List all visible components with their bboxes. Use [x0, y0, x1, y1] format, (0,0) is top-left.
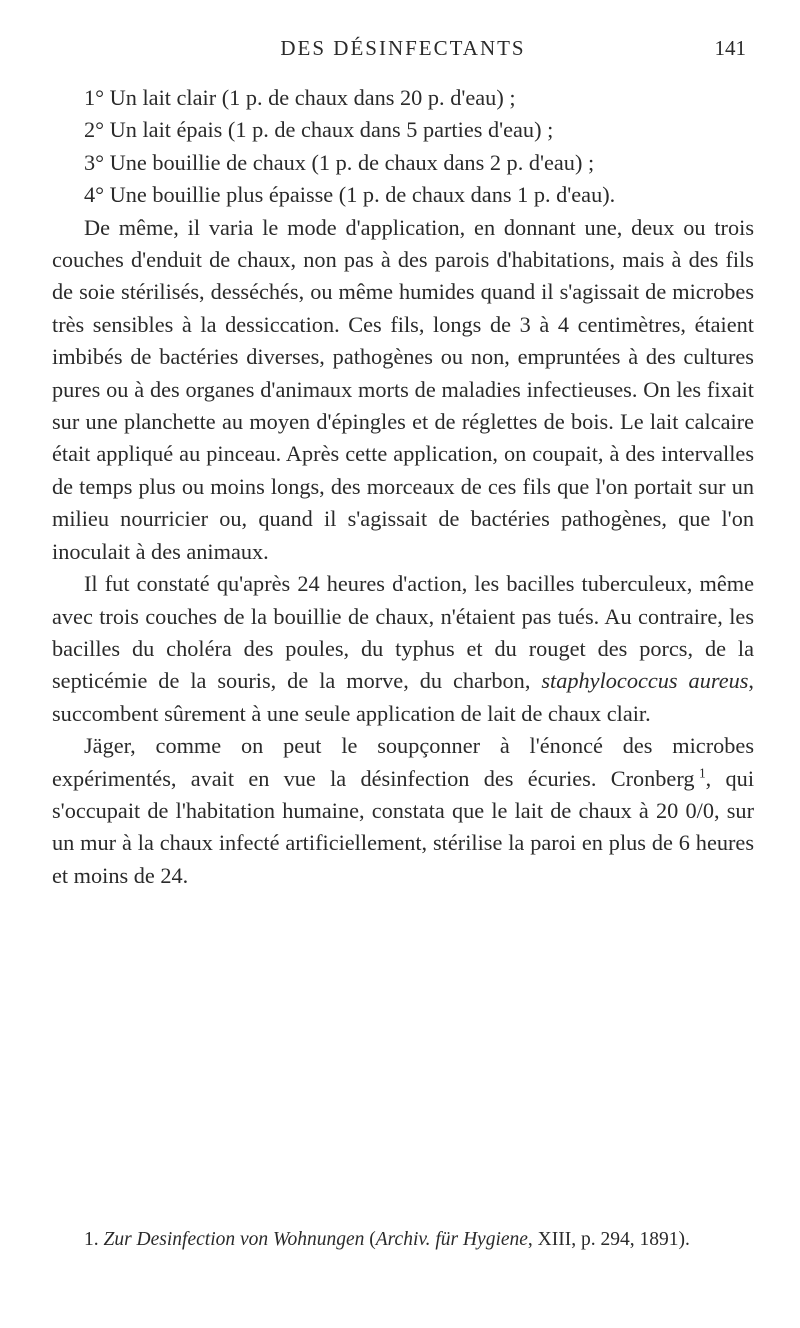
item-text: Une bouillie de chaux (1 p. de chaux dans 2 p. d'eau) ; — [109, 149, 595, 175]
footnote-text: , XIII, p. 294, 1891). — [527, 1229, 690, 1250]
footnote-journal: Archiv. für Hygiene — [375, 1229, 528, 1250]
item-number: 4° — [84, 182, 105, 208]
list-item — [52, 82, 754, 114]
list-item — [52, 147, 754, 179]
running-head — [52, 36, 754, 66]
footnote-ref[interactable]: 1 — [698, 765, 706, 781]
item-text: Une bouillie plus épaisse (1 p. de chaux dans 1 p. d'eau). — [109, 182, 616, 208]
footnote-number: 1. — [84, 1229, 99, 1250]
item-number: 1° — [84, 85, 105, 110]
paragraph-text: , qui s'occupait de l'habitation humaine, constata que le lait de chaux à 20 0/0, sur un mur à la chaux infecté artificiellement, stérilise la paroi en plus de 6 heures et moins de 24. — [52, 765, 755, 888]
list-item — [52, 179, 754, 211]
species-name: staphylococcus aureus — [541, 668, 749, 694]
paragraph-application: De même, il varia le mode d'application, en donnant une, deux ou trois couches d'enduit de chaux, non pas à des parois d'habitations, mais à des fils de soie stérilisés, desséchés, ou même humides quand il s'agissait de microbes très sensibles à la dessiccation. Ces fils, longs de 3 à 4 centimètres, étaient imbibés de bactéries diverses, pathogènes ou non, empruntées à des cultures pures ou à des organes d'animaux morts de maladies infectieuses. On les fixait sur une planchette au moyen d'épingles et de réglettes de bois. Le lait calcaire était appliqué au pinceau. Après cette application, on coupait, à des intervalles de temps plus ou moins longs, des morceaux de ces fils que l'on portait sur un milieu nourricier ou, quand il s'agissait de bactéries pathogènes, que l'on inoculait à des animaux. — [52, 214, 754, 564]
item-number: 2° — [84, 117, 105, 143]
footnote — [52, 1226, 754, 1253]
paragraph-text: Jäger, comme on peut le soupçonner à l'énoncé des microbes expérimentés, avait en vue la désinfection des écuries. Cronberg — [52, 733, 754, 791]
running-title: DES DÉSINFECTANTS — [280, 36, 526, 60]
item-text: Un lait clair (1 p. de chaux dans 20 p. d'eau) ; — [109, 85, 516, 110]
paragraph-text: , succombent sûrement à une seule application de lait de chaux clair. — [52, 668, 754, 726]
paragraph-text: Il fut constaté qu'après 24 heures d'action, les bacilles tuberculeux, même avec trois couches de la bouillie de chaux, n'étaient pas tués. Au contraire, les bacilles du choléra des poules, du typhus et du rouget des porcs, de la septicémie de la souris, de la morve, du charbon, — [52, 571, 754, 694]
footnote-text: ( — [364, 1229, 376, 1250]
list-item — [52, 114, 754, 146]
page-number: 141 — [714, 36, 746, 60]
body-text — [52, 82, 754, 892]
paragraph-results — [52, 568, 754, 730]
item-number: 3° — [84, 149, 105, 175]
footnote-title: Zur Desinfection von Wohnungen — [103, 1229, 365, 1250]
paragraph-jager — [52, 730, 754, 892]
item-text: Un lait épais (1 p. de chaux dans 5 parties d'eau) ; — [109, 117, 554, 143]
